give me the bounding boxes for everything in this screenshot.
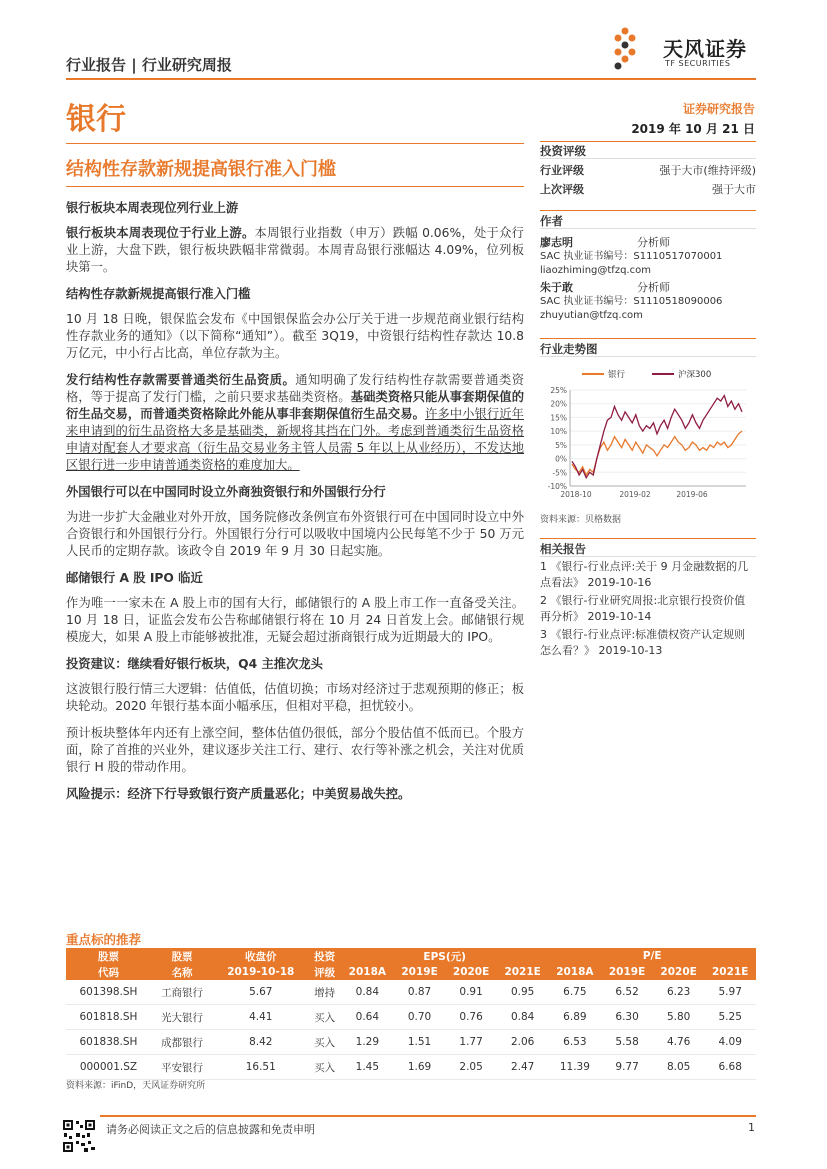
table-header: 2019E [601,964,653,980]
related-heading: 相关报告 [540,542,586,556]
table-cell: 5.80 [653,1005,705,1030]
table-cell: 增持 [308,980,341,1005]
prev-rating-row [540,181,756,197]
table-cell: 5.25 [704,1005,756,1030]
table-cell: 光大银行 [151,1005,213,1030]
author-block [540,281,756,323]
sidebar-divider [540,556,756,557]
chart-y-tick-label: -5% [552,468,567,478]
table-header: 收盘价 [213,948,308,964]
table-cell: 1.45 [341,1055,394,1080]
table-header: 投资 [308,948,341,964]
trend-heading: 行业走势图 [540,342,598,356]
table-title: 重点标的推荐 [66,932,142,947]
table-header: 代码 [66,964,151,980]
chart-series-line [572,396,742,478]
report-category: 行业报告 | 行业研究周报 [66,56,232,74]
table-header: 2021E [497,964,549,980]
table-cell: 6.53 [548,1030,601,1055]
table-cell: 0.87 [394,980,446,1005]
table-source: 资料来源：iFinD，天风证券研究所 [66,1081,206,1091]
title-divider-top [66,143,524,144]
paragraph [66,225,524,276]
chart-x-tick-label: 2019-02 [619,490,651,499]
paragraph-text: 通知明确了发行结构性存款需要普通类资格，等于提高了发行门槛，之前只要求基础类资格。 [66,373,524,404]
prev-rating-value: 强于大市 [712,183,756,196]
author-role: 分析师 [637,281,670,294]
table-cell: 8.05 [653,1055,705,1080]
table-cell: 2.06 [497,1030,549,1055]
table-cell: 2.05 [445,1055,497,1080]
chart-y-tick-label: -10% [547,482,567,491]
table-cell: 9.77 [601,1055,653,1080]
table-header: 2018A [548,964,601,980]
prev-rating-label: 上次评级 [540,183,584,196]
industry-trend-chart [540,362,756,502]
main-content [66,200,524,811]
table-cell: 16.51 [213,1055,308,1080]
chart-source: 资料来源：贝格数据 [540,515,622,525]
rating-heading: 投资评级 [540,144,586,158]
footer-divider [100,1115,756,1117]
chart-y-tick-label: 10% [550,427,567,437]
table-cell: 5.67 [213,980,308,1005]
industry-rating-row [540,162,756,178]
paragraph: 10 月 18 日晚，银保监会发布《中国银保监会办公厅关于进一步规范商业银行结构性存款业务的通知》（以下简称“通知”）。截至 3Q19，中资银行结构性存款达 10.8 万亿元，中小行占比高，单位存款为主。 [66,312,524,360]
author-heading: 作者 [540,214,563,228]
table-cell: 2.47 [497,1055,549,1080]
table-cell: 6.75 [548,980,601,1005]
table-cell: 601818.SH [66,1005,151,1030]
paragraph [66,372,524,474]
chart-x-tick-label: 2019-06 [676,490,708,499]
table-cell: 0.76 [445,1005,497,1030]
table-cell: 6.30 [601,1005,653,1030]
industry-rating-label: 行业评级 [540,164,584,177]
table-header: 2020E [653,964,705,980]
chart-y-tick-label: 25% [550,386,567,395]
table-cell: 5.58 [601,1030,653,1055]
related-report-link[interactable]: 2 《银行-行业研究周报:北京银行投资价值再分析》 2019-10-14 [540,594,746,623]
table-header: 2021E [704,964,756,980]
table-cell: 4.76 [653,1030,705,1055]
paragraph: 预计板块整体年内还有上涨空间，整体估值仍很低，部分个股估值不低而已。个股方面，除了首推的兴业外，建议逐步关注工行、建行、农行等补涨之机会，关注对优质银行 H 股的带动作用。 [66,726,524,774]
header-divider [66,78,756,80]
table-header: 2020E [445,964,497,980]
table-header: 2018A [341,964,394,980]
report-type: 证券研究报告 [682,102,755,116]
author-cert: SAC 执业证书编号：S1110517070001 [540,251,723,262]
table-header: P/E [548,948,756,964]
author-role: 分析师 [637,236,670,249]
table-cell: 5.97 [704,980,756,1005]
industry-rating-value: 强于大市(维持评级) [659,164,756,177]
paragraph-lead: 发行结构性存款需要普通类衍生品资质。 [66,373,296,387]
table-cell: 8.42 [213,1030,308,1055]
chart-series-line [572,431,742,475]
disclaimer-note: 请务必阅读正文之后的信息披露和免责申明 [106,1123,315,1136]
chart-x-tick-label: 2018-10 [560,490,592,499]
table-cell: 0.95 [497,980,549,1005]
paragraph: 作为唯一一家未在 A 股上市的国有大行，邮储银行的 A 股上市工作一直备受关注。10 月 18 日，证监会发布公告称邮储银行将在 10 月 24 日首发上会。邮储银行规模庞大，如果 A 股上市能够被批准，无疑会超过浙商银行成为近期最大的 IPO。 [66,596,524,644]
author-email[interactable]: zhuyutian@tfzq.com [540,310,643,321]
logo-subtext: TF SECURITIES [665,59,731,68]
author-name: 朱于敢 [540,281,573,294]
title-divider-bottom [66,186,524,187]
table-cell: 4.41 [213,1005,308,1030]
section-heading: 银行板块本周表现位列行业上游 [66,201,239,215]
table-cell: 6.23 [653,980,705,1005]
sidebar-divider [540,338,756,339]
sidebar-divider [540,210,756,211]
table-cell: 1.51 [394,1030,446,1055]
section-heading: 外国银行可以在中国同时设立外商独资银行和外国银行分行 [66,485,386,499]
table-header: 股票 [151,948,213,964]
table-cell: 工商银行 [151,980,213,1005]
report-title: 结构性存款新规提高银行准入门槛 [66,159,336,180]
logo-text: 天风证券 [663,37,747,61]
table-cell: 6.52 [601,980,653,1005]
section-heading: 投资建议：继续看好银行板块，Q4 主推次龙头 [66,657,323,671]
table-row [66,1005,756,1030]
table-cell: 0.91 [445,980,497,1005]
table-cell: 1.69 [394,1055,446,1080]
table-cell: 11.39 [548,1055,601,1080]
table-header-row [66,948,756,964]
sector-title: 银行 [66,102,126,137]
sidebar-divider [540,228,756,229]
sidebar-divider [540,356,756,357]
recommendation-table [66,948,756,1080]
table-cell: 成都银行 [151,1030,213,1055]
author-name: 廖志明 [540,236,573,249]
sidebar-divider [540,141,756,142]
qr-code-icon [62,1119,96,1153]
author-cert: SAC 执业证书编号：S1110518090006 [540,296,723,307]
table-cell: 000001.SZ [66,1055,151,1080]
table-cell: 0.64 [341,1005,394,1030]
table-cell: 1.77 [445,1030,497,1055]
table-cell: 601398.SH [66,980,151,1005]
table-header-row [66,964,756,980]
table-cell: 0.70 [394,1005,446,1030]
table-row [66,1030,756,1055]
table-row [66,980,756,1005]
table-cell: 601838.SH [66,1030,151,1055]
sidebar-divider [540,538,756,539]
page-number: 1 [748,1121,755,1134]
table-cell: 4.09 [704,1030,756,1055]
related-report-link[interactable]: 3 《银行-行业点评:标准债权资产认定规则怎么看？》 2019-10-13 [540,628,746,657]
table-cell: 买入 [308,1005,341,1030]
paragraph: 这波银行股行情三大逻辑：估值低，估值切换；市场对经济过于悲观预期的修正；板块轮动。2020 年银行基本面小幅承压，但相对平稳，担忧较小。 [66,682,524,713]
table-cell: 平安银行 [151,1055,213,1080]
chart-y-tick-label: 5% [555,440,567,450]
related-list [540,559,756,659]
table-header: 2019-10-18 [213,964,308,980]
table-cell: 0.84 [497,1005,549,1030]
table-cell: 6.68 [704,1055,756,1080]
section-heading: 结构性存款新规提高银行准入门槛 [66,287,251,301]
section-heading: 邮储银行 A 股 IPO 临近 [66,571,203,585]
table-header: EPS(元) [341,948,549,964]
related-report-link[interactable]: 1 《银行-行业点评:关于 9 月金融数据的几点看法》 2019-10-16 [540,560,749,589]
sidebar-divider [540,158,756,159]
paragraph: 为进一步扩大金融业对外开放，国务院修改条例宣布外资银行可在中国同时设立中外合资银行和外国银行分行。外国银行分行可以吸收中国境内公民每笔不少于 50 万元人民币的定期存款。该政令自 2019 年 9 月 30 日起实施。 [66,510,524,558]
paragraph-text: 许多中小银行近年来申请到的衍生品资格大多是基础类，新规将其挡在门外。考虑到普通类衍生品资格申请对配套人才要求高（衍生品交易业务主管人员需 5 年以上从业经历），不发达地区银行进一步申请普通类资格的难度加大。 [66,407,524,472]
table-header: 股票 [66,948,151,964]
table-row [66,1055,756,1080]
chart-y-tick-label: 15% [550,413,567,423]
chart-legend-label: 银行 [608,370,626,380]
table-header: 2019E [394,964,446,980]
paragraph-emphasis: 基础类资格只能从事套期保值的衍生品交易，而普通类资格除此外能从事非套期保值衍生品交易。 [66,390,524,421]
table-cell: 6.89 [548,1005,601,1030]
table-header: 名称 [151,964,213,980]
paragraph-text: 本周银行业指数（申万）跌幅 0.06%，处于众行业上游，大盘下跌，银行板块跌幅非常微弱。本周青岛银行涨幅达 4.09%，位列板块第一。 [66,226,524,274]
chart-legend-label: 沪深300 [678,370,712,380]
table-cell: 买入 [308,1030,341,1055]
risk-warning: 风险提示：经济下行导致银行资产质量恶化；中美贸易战失控。 [66,787,411,801]
table-cell: 1.29 [341,1030,394,1055]
chart-y-tick-label: 20% [550,399,567,409]
report-date: 2019 年 10 月 21 日 [631,122,755,136]
table-cell: 买入 [308,1055,341,1080]
author-block [540,236,756,278]
chart-y-tick-label: 0% [555,454,567,464]
paragraph-lead: 银行板块本周表现位于行业上游。 [66,226,255,240]
table-header: 评级 [308,964,341,980]
table-cell: 0.84 [341,980,394,1005]
author-email[interactable]: liaozhiming@tfzq.com [540,265,651,276]
